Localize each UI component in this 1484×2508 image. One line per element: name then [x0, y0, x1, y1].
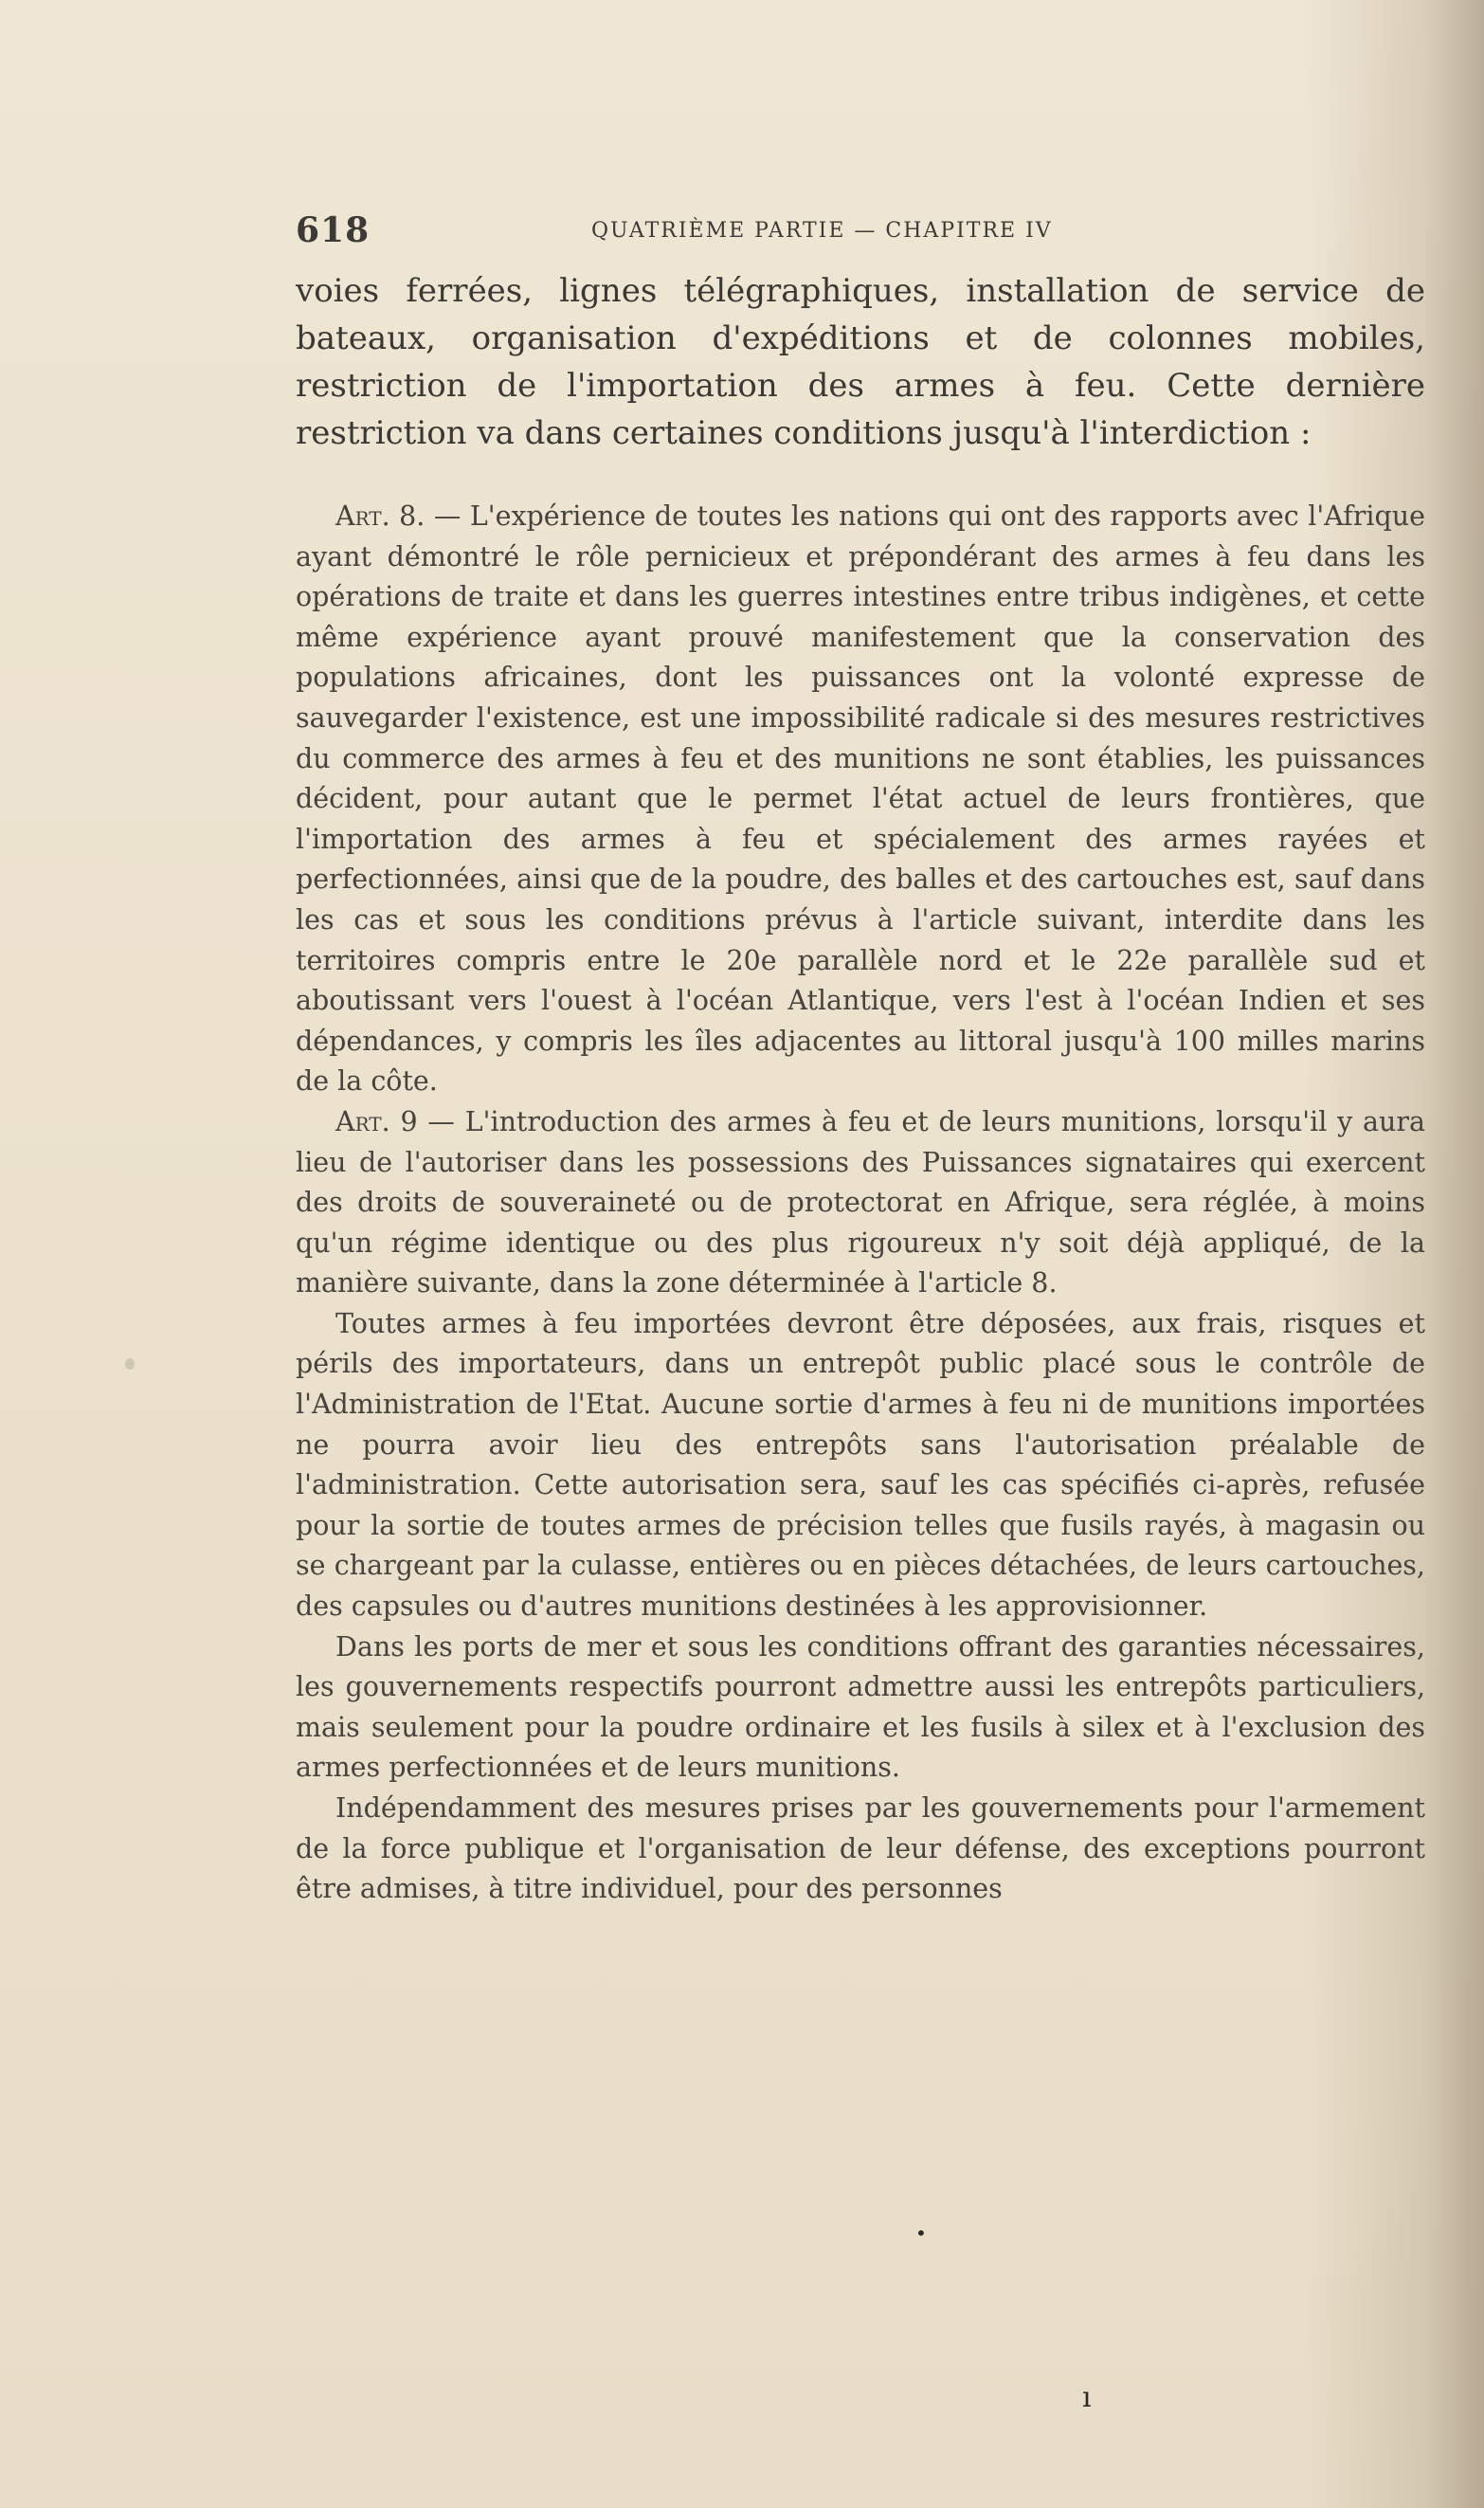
footer-dot-mark: •	[915, 2222, 927, 2244]
intro-paragraph: voies ferrées, lignes télégraphiques, installation de service de bateaux, organisation d'expéditions et de colonnes mobiles, restriction de l'importation des armes à feu. Cette dernière restriction va dans certaines conditions jusqu'à l'interdiction :	[296, 272, 1425, 452]
article-9-paragraph-3: Indépendamment des mesures prises par les gouvernements pour l'armement de la force publique et l'organisation de leur défense, des exceptions pourront être admises, à titre individuel, pour des personnes	[296, 1792, 1425, 1905]
article-9-paragraph-1: Toutes armes à feu importées devront être déposées, aux frais, risques et périls des importateurs, dans un entrepôt public placé sous le contrôle de l'Administration de l'Etat. Aucune sortie d'armes à feu ni de munitions importées ne pourra avoir lieu des entrepôts sans l'autorisation préalable de l'administration. Cette autorisation sera, sauf les cas spécifiés ci-après, refusée pour la sortie de toutes armes de précision telles que fusils rayés, à magasin ou se chargeant par la culasse, entières ou en pièces détachées, de leurs cartouches, des capsules ou d'autres munitions destinées à les approvisionner.	[296, 1307, 1425, 1623]
article-9	[296, 1102, 1425, 1304]
page-header	[296, 210, 1461, 258]
running-head: QUATRIÈME PARTIE — CHAPITRE IV	[591, 219, 1053, 243]
page-body	[296, 267, 1425, 1910]
article-9-paragraph-2: Dans les ports de mer et sous les conditions offrant des garanties nécessaires, les gouvernements respectifs pourront admettre aussi les entrepôts particuliers, mais seulement pour la poudre ordinaire et les fusils à silex et à l'exclusion des armes perfectionnées et de leurs munitions.	[296, 1630, 1425, 1784]
margin-stain-dot	[125, 1358, 135, 1370]
footer-tick-mark: ı	[1082, 2381, 1092, 2414]
article-8-label: Art. 8.	[335, 500, 425, 532]
article-8	[296, 497, 1425, 1102]
page-number: 618	[296, 210, 371, 250]
article-9-text: — L'introduction des armes à feu et de leurs munitions, lorsqu'il y aura lieu de l'autoriser dans les possessions des Puissances signataires qui exercent des droits de souveraineté ou de protectorat en Afrique, sera réglée, à moins qu'un régime identique ou des plus rigoureux n'y soit déjà appliqué, de la manière suivante, dans la zone déterminée à l'article 8.	[296, 1105, 1426, 1299]
article-9-label: Art. 9	[335, 1105, 418, 1137]
article-8-text: — L'expérience de toutes les nations qui ont des rapports avec l'Afrique ayant démontré le rôle pernicieux et prépondérant des armes à feu dans les opérations de traite et dans les guerres intestines entre tribus indigènes, et cette même expérience ayant prouvé manifestement que la conservation des populations africaines, dont les puissances ont la volonté expresse de sauvegarder l'existence, est une impossibilité radicale si des mesures restrictives du commerce des armes à feu et des munitions ne sont établies, les puissances décident, pour autant que le permet l'état actuel de leurs frontières, que l'importation des armes à feu et spécialement des armes rayées et perfectionnées, ainsi que de la poudre, des balles et des cartouches est, sauf dans les cas et sous les conditions prévus à l'article suivant, interdite dans les territoires compris entre le 20e parallèle nord et le 22e parallèle sud et aboutissant vers l'ouest à l'océan Atlantique, vers l'est à l'océan Indien et ses dépendances, y compris les îles adjacentes au littoral jusqu'à 100 milles marins de la côte.	[296, 500, 1425, 1098]
articles-section	[296, 497, 1425, 1910]
